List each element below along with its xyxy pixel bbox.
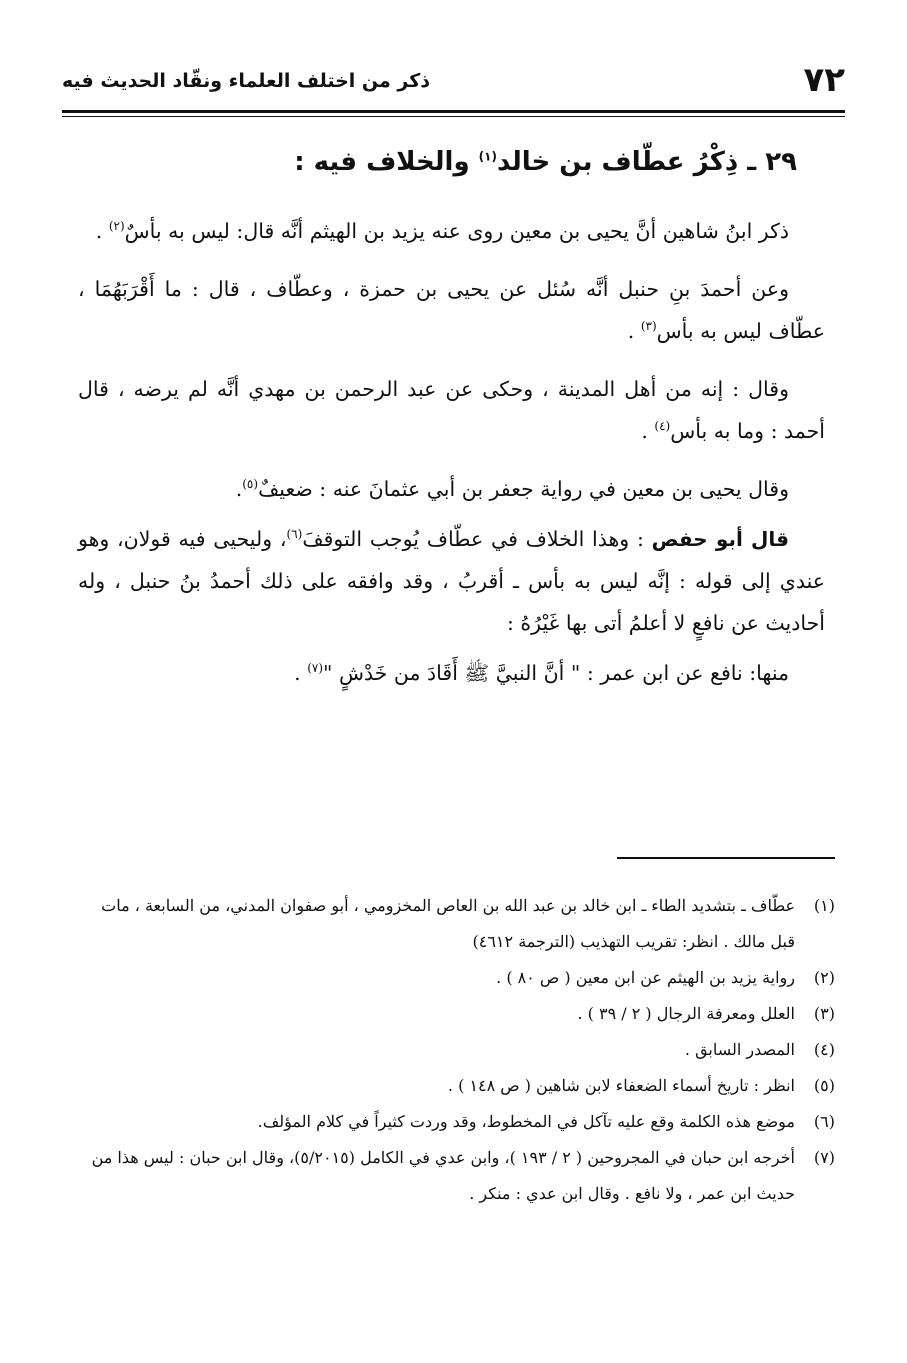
footnote-ref: (٧) bbox=[307, 661, 324, 676]
footnote-text: عطّاف ـ بتشديد الطاء ـ ابن خالد بن عبد الله بن العاص المخزومي ، أبو صفوان المدني، من السابعة ، مات قبل مالك . انظر: تقريب التهذيب (الترجمة ٤٦١٢) bbox=[101, 896, 795, 951]
footnote-text: المصدر السابق . bbox=[684, 1040, 795, 1059]
footnote-separator bbox=[617, 857, 835, 859]
footnote bbox=[72, 960, 835, 996]
paragraph-text: : وهذا الخلاف في عطّاف يُوجب التوقفَ bbox=[302, 527, 652, 551]
footnote-ref: (٣) bbox=[640, 319, 657, 334]
header-rule-thin bbox=[62, 116, 845, 117]
footnote-number: (٧) bbox=[813, 1148, 835, 1167]
footnote-number: (٢) bbox=[813, 968, 835, 987]
footnote bbox=[72, 1032, 835, 1068]
footnote-ref: (١) bbox=[478, 149, 497, 164]
footnotes bbox=[72, 888, 835, 1212]
hadith-text: منها: نافع عن ابن عمر : " أنَّ النبيَّ ﷺ أَقَادَ من خَدْشٍ " bbox=[323, 661, 789, 685]
footnote-ref: (٦) bbox=[286, 527, 303, 542]
footnote-number: (٥) bbox=[813, 1076, 835, 1095]
footnote bbox=[72, 888, 835, 960]
paragraph-tail: . bbox=[235, 477, 243, 501]
abu-hafs-lead: قال أبو حفص bbox=[651, 527, 789, 551]
paragraph-text: وعن أحمدَ بنِ حنبل أنَّه سُئل عن يحيى بن حمزة ، وعطّاف ، قال : ما أَقْرَبَهُمَا ، عطّاف ليس به بأس bbox=[78, 277, 825, 343]
footnote bbox=[72, 1104, 835, 1140]
page-number: ٧٢ bbox=[803, 60, 845, 100]
footnote-ref: (٥) bbox=[242, 477, 259, 492]
header-rule bbox=[62, 110, 845, 113]
paragraph-text: وقال : إنه من أهل المدينة ، وحكى عن عبد الرحمن بن مهدي أنَّه لم يرضه ، قال أحمد : وما به بأس bbox=[78, 377, 825, 443]
paragraph bbox=[78, 210, 825, 252]
paragraph bbox=[78, 468, 825, 510]
hadith-paragraph bbox=[78, 652, 825, 694]
section-heading-tail: والخلاف فيه : bbox=[294, 147, 479, 177]
footnote-ref: (٤) bbox=[654, 419, 671, 434]
footnote-ref: (٢) bbox=[108, 219, 125, 234]
footnote-number: (١) bbox=[813, 896, 835, 915]
paragraph bbox=[78, 268, 825, 352]
footnote-text: العلل ومعرفة الرجال ( ٢ / ٣٩ ) . bbox=[577, 1004, 795, 1023]
footnote-number: (٤) bbox=[813, 1040, 835, 1059]
footnote bbox=[72, 1140, 835, 1212]
footnote-text: رواية يزيد بن الهيثم عن ابن معين ( ص ٨٠ ) . bbox=[496, 968, 795, 987]
footnote bbox=[72, 1068, 835, 1104]
paragraph bbox=[78, 368, 825, 452]
footnote-number: (٣) bbox=[813, 1004, 835, 1023]
section-heading-text: ٢٩ ـ ذِكْرُ عطّاف بن خالد bbox=[496, 147, 797, 177]
footnote bbox=[72, 996, 835, 1032]
paragraph-tail: . bbox=[627, 319, 641, 343]
body-text bbox=[78, 210, 825, 710]
running-title: ذكر من اختلف العلماء ونقّاد الحديث فيه bbox=[62, 70, 431, 92]
abu-hafs-paragraph bbox=[78, 518, 825, 644]
paragraph-tail: . bbox=[95, 219, 109, 243]
paragraph-tail: . bbox=[641, 419, 655, 443]
paragraph-text: ، وليحيى فيه قولان، وهو عندي إلى قوله : إنَّه ليس به بأس ـ أقربُ ، وقد وافقه على ذلك أحمدُ بنُ حنبل ، وله أحاديث عن نافعٍ لا أعلمُ أتى بها غَيْرُهُ : bbox=[78, 527, 825, 635]
footnote-text: انظر : تاريخ أسماء الضعفاء لابن شاهين ( ص ١٤٨ ) . bbox=[447, 1076, 795, 1095]
running-header bbox=[62, 50, 845, 100]
section-heading bbox=[62, 142, 797, 182]
footnote-number: (٦) bbox=[813, 1112, 835, 1131]
footnote-text: أخرجه ابن حبان في المجروحين ( ٢ / ١٩٣ )، وابن عدي في الكامل (٥/٢٠١٥)، وقال ابن حبان : ليس هذا من حديث ابن عمر ، ولا نافع . وقال ابن عدي : منكر . bbox=[91, 1148, 795, 1203]
paragraph-text: ذكر ابنُ شاهين أنَّ يحيى بن معين روى عنه يزيد بن الهيثم أنَّه قال: ليس به بأسٌ bbox=[124, 219, 789, 243]
paragraph-text: وقال يحيى بن معين في رواية جعفر بن أبي عثمانَ عنه : ضعيفٌ bbox=[258, 477, 789, 501]
paragraph-tail: . bbox=[294, 661, 308, 685]
footnote-text: موضع هذه الكلمة وقع عليه تآكل في المخطوط، وقد وردت كثيراً في كلام المؤلف. bbox=[257, 1112, 795, 1131]
